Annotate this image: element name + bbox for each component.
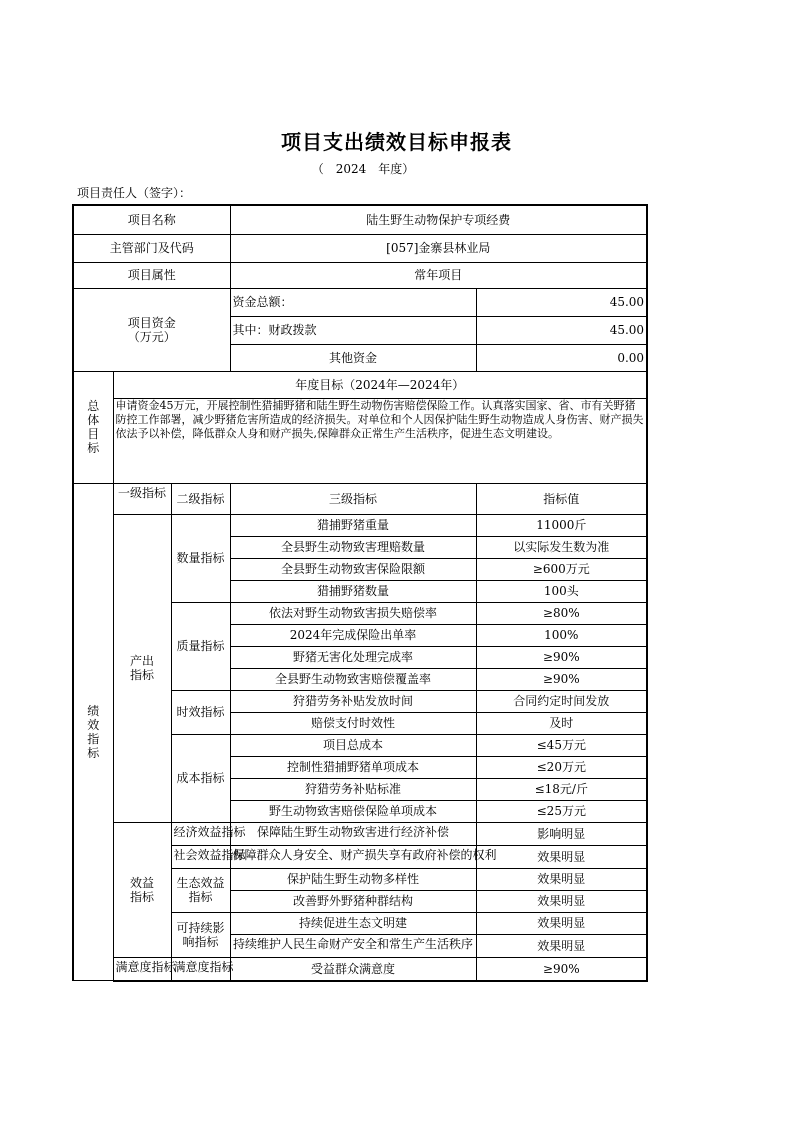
- indicator-value: ≤25万元: [476, 800, 647, 822]
- indicator-name: 保护陆生野生动物多样性: [230, 868, 476, 890]
- page-title: 项目支出绩效目标申报表: [281, 130, 512, 154]
- goal-side-char: 总: [87, 399, 100, 413]
- row-indicator-header: [73, 483, 647, 514]
- indicator-side-char: 绩: [87, 703, 100, 718]
- sustainable-label: [171, 912, 230, 957]
- output-label: [113, 514, 171, 822]
- year-label: 年度）: [378, 162, 415, 176]
- economic-label: [171, 822, 246, 845]
- fund-label: [73, 288, 230, 371]
- social-label: [171, 845, 246, 868]
- indicator-value: ≥80%: [476, 602, 647, 624]
- indicator-value: 效果明显: [476, 890, 647, 912]
- indicator-name: 项目总成本: [230, 734, 476, 756]
- indicator-name: 野生动物致害赔偿保险单项成本: [230, 800, 476, 822]
- indicator-name: 猎捕野猪重量: [230, 514, 476, 536]
- indicator-value: ≤18元/斤: [476, 778, 647, 800]
- dept-value: [057]金寨县林业局: [230, 234, 647, 262]
- indicator-name: 控制性猎捕野猪单项成本: [230, 756, 476, 778]
- fund-other-value: 0.00: [476, 344, 647, 371]
- fund-label-line2: （万元）: [127, 329, 176, 344]
- indicator-value: ≥90%: [476, 646, 647, 668]
- goal-side-label: [73, 371, 113, 483]
- row-attr: [73, 262, 647, 288]
- fund-total-value: 45.00: [476, 288, 647, 316]
- timeliness-label: 时效指标: [171, 690, 230, 734]
- indicator-value: 效果明显: [476, 845, 647, 868]
- row-goal-text: [73, 398, 647, 483]
- indicator-value: 效果明显: [476, 934, 647, 957]
- attr-value: 常年项目: [230, 262, 647, 288]
- indicator-name: 野猪无害化处理完成率: [230, 646, 476, 668]
- quality-label: 质量指标: [171, 602, 230, 690]
- indicator-name: [230, 845, 497, 868]
- header-level3: 三级指标: [230, 483, 476, 514]
- row-goal-header: [73, 371, 647, 398]
- indicator-name: 全县野生动物致害保险限额: [230, 558, 476, 580]
- table-row: [73, 957, 647, 981]
- goal-side-char: 目: [87, 427, 100, 441]
- indicator-value: 合同约定时间发放: [476, 690, 647, 712]
- cost-label: 成本指标: [171, 734, 230, 822]
- year-value: 2024: [335, 162, 367, 176]
- indicator-side-char: 指: [87, 731, 100, 746]
- year-open: （: [311, 162, 324, 176]
- indicator-value: 11000斤: [476, 514, 647, 536]
- row-dept: [73, 234, 647, 262]
- attr-label: 项目属性: [73, 262, 230, 288]
- indicator-side-char: 标: [87, 745, 100, 760]
- header-level1-text: 一级指标: [117, 485, 166, 500]
- fund-fiscal-label: 其中：财政拨款: [230, 316, 476, 344]
- indicator-name: 赔偿支付时效性: [230, 712, 476, 734]
- indicator-name: 依法对野生动物致害损失赔偿率: [230, 602, 476, 624]
- table-row: [73, 514, 647, 536]
- performance-table: [72, 204, 648, 982]
- fund-label-line1: 项目资金: [127, 315, 176, 330]
- indicator-name: 2024年完成保险出单率: [230, 624, 476, 646]
- benefit-label-text: 效益指标: [129, 875, 154, 904]
- indicator-name: 狩猎劳务补贴标准: [230, 778, 476, 800]
- goal-text: 申请资金45万元，开展控制性猎捕野猪和陆生野生动物伤害赔偿保险工作。认真落实国家、省、市有关野猪防控工作部署，减少野猪危害所造成的经济损失。对单位和个人因保护陆生野生动物造成人身伤害、财产损失依法予以补偿，降低群众人身和财产损失,保障群众正常生产生活秩序，促进生态文明建设。: [113, 398, 647, 483]
- indicator-value: 100%: [476, 624, 647, 646]
- indicator-name: [230, 934, 476, 957]
- indicator-name: 全县野生动物致害理赔数量: [230, 536, 476, 558]
- project-name-value: 陆生野生动物保护专项经费: [230, 205, 647, 234]
- header-level2: 二级指标: [171, 483, 230, 514]
- indicator-value: ≥600万元: [476, 558, 647, 580]
- indicator-name: 持续促进生态文明建: [230, 912, 476, 934]
- indicator-side-char: 效: [87, 717, 100, 732]
- indicator-value: 效果明显: [476, 868, 647, 890]
- indicator-name-text: 保障陆生野生动物致害进行经济补偿: [257, 824, 450, 839]
- ecological-label: [171, 868, 230, 912]
- year-line: [0, 160, 726, 177]
- satisfaction-sub-label-text: 满意度指标: [173, 959, 234, 974]
- indicator-name: 全县野生动物致害赔偿覆盖率: [230, 668, 476, 690]
- indicator-value: ≥90%: [476, 668, 647, 690]
- indicator-name: 猎捕野猪数量: [230, 580, 476, 602]
- indicator-value: 影响明显: [476, 822, 647, 845]
- indicator-value: 效果明显: [476, 912, 647, 934]
- indicator-name: 受益群众满意度: [230, 957, 476, 981]
- header-value: 指标值: [476, 483, 647, 514]
- table-row: [73, 822, 647, 845]
- indicator-name: 狩猎劳务补贴发放时间: [230, 690, 476, 712]
- fund-fiscal-value: 45.00: [476, 316, 647, 344]
- satisfaction-label-text: 满意度指标: [115, 959, 176, 974]
- indicator-name-text: 持续维护人民生命财产安全和常生产生活秩序: [233, 936, 474, 951]
- quantity-label: 数量指标: [171, 514, 230, 602]
- ecological-label-text: 生态效益指标: [176, 876, 225, 904]
- satisfaction-label: [113, 957, 176, 981]
- social-label-text: 社会效益指标: [173, 847, 246, 862]
- output-label-text: 产出指标: [129, 654, 154, 682]
- row-fund-total: [73, 288, 647, 316]
- indicator-side-label: [73, 483, 113, 981]
- header-level1: [113, 483, 171, 514]
- goal-side-char: 体: [87, 413, 100, 427]
- sustainable-label-text: 可持续影响指标: [176, 920, 225, 949]
- indicator-name: [230, 822, 476, 845]
- row-project-name: [73, 205, 647, 234]
- fund-total-label: 资金总额：: [230, 288, 476, 316]
- satisfaction-sub-label: [171, 957, 234, 981]
- responsible-person: 项目责任人（签字）：: [77, 186, 192, 200]
- goal-header: 年度目标（2024年—2024年）: [113, 371, 647, 398]
- goal-side-char: 标: [87, 441, 100, 455]
- indicator-name-text: 保障群众人身安全、财产损失享有政府补偿的权利: [232, 847, 497, 862]
- indicator-value: ≥90%: [476, 957, 647, 981]
- benefit-label: [113, 822, 171, 957]
- indicator-value: 以实际发生数为准: [476, 536, 647, 558]
- fund-other-label: 其他资金: [230, 344, 476, 371]
- dept-label: 主管部门及代码: [73, 234, 230, 262]
- indicator-value: 100头: [476, 580, 647, 602]
- indicator-name: 改善野外野猪种群结构: [230, 890, 476, 912]
- indicator-value: 及时: [476, 712, 647, 734]
- project-name-label: 项目名称: [73, 205, 230, 234]
- indicator-value: ≤45万元: [476, 734, 647, 756]
- indicator-value: ≤20万元: [476, 756, 647, 778]
- economic-label-text: 经济效益指标: [173, 824, 246, 839]
